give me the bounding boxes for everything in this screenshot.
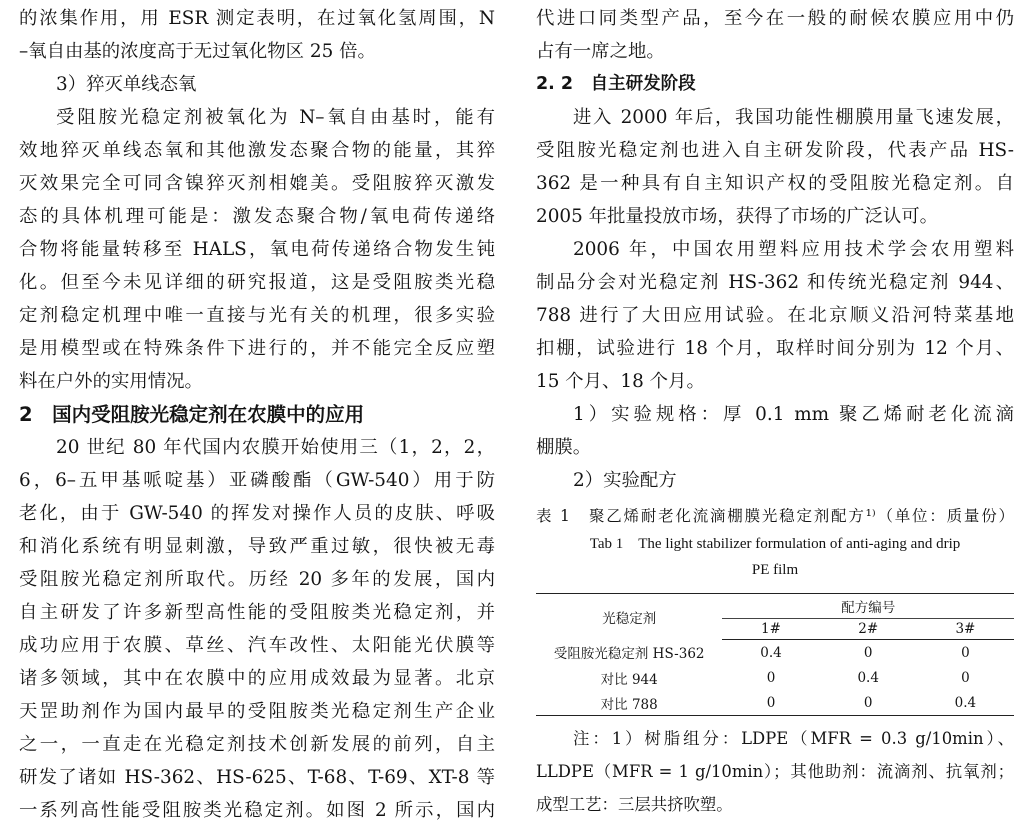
text-line: 自主研发了许多新型高性能的受阻胺类光稳定剂，并 xyxy=(19,602,495,623)
text-line: 代进口同类型产品，至今在一般的耐候农膜应用中仍 xyxy=(536,8,1014,29)
text-line: 3）猝灭单线态氧 xyxy=(56,74,197,95)
text-line: 态的具体机理可能是：激发态聚合物/氧电荷传递络 xyxy=(19,206,495,227)
header-formula-1: 1# xyxy=(722,619,819,640)
text-line: 一系列高性能受阻胺类光稳定剂。如图 2 所示，国内 xyxy=(19,800,495,821)
table-caption-zh: 表 1 聚乙烯耐老化流滴棚膜光稳定剂配方¹⁾（单位：质量份） xyxy=(536,507,1014,525)
text-line: 成型工艺：三层共挤吹塑。 xyxy=(536,795,733,814)
text-line: 2）实验配方 xyxy=(573,470,677,491)
text-line: 制品分会对光稳定剂 HS-362 和传统光稳定剂 944、 xyxy=(536,272,1014,293)
text-line: 成功应用于农膜、草丝、汽车改性、太阳能光伏膜等 xyxy=(19,635,495,656)
text-line: 之一，一直走在光稳定剂技术创新发展的前列，自主 xyxy=(19,734,495,755)
table-note xyxy=(536,722,1014,821)
text-line: 1）实验规格：厚 0.1 mm 聚乙烯耐老化流滴 xyxy=(573,404,1014,425)
row-value: 0.4 xyxy=(857,669,879,686)
header-formula-3: 3# xyxy=(917,619,1014,640)
text-line: 料在户外的实用情况。 xyxy=(19,371,203,392)
right-column xyxy=(536,2,1014,821)
text-line: 是用模型或在特殊条件下进行的，并不能完全反应塑 xyxy=(19,338,495,359)
header-formula-2: 2# xyxy=(820,619,917,640)
text-line: 受阻胺光稳定剂所取代。历经 20 多年的发展，国内 xyxy=(19,569,495,590)
text-line: 老化，由于 GW-540 的挥发对操作人员的皮肤、呼吸 xyxy=(19,503,495,524)
text-line: 效地猝灭单线态氧和其他激发态聚合物的能量，其猝 xyxy=(19,140,495,161)
section-heading: 2 国内受阻胺光稳定剂在农膜中的应用 xyxy=(19,403,365,426)
text-line: 15 个月、18 个月。 xyxy=(536,371,705,392)
table-caption-en-continued: PE film xyxy=(751,562,799,578)
section-heading: 2. 2 自主研发阶段 xyxy=(536,74,696,94)
text-line: 20 世纪 80 年代国内农膜开始使用三（1，2，2， xyxy=(56,437,495,458)
text-line: 受阻胺光稳定剂被氧化为 N–氧自由基时，能有 xyxy=(56,107,495,128)
formulation-table xyxy=(536,593,1014,716)
header-stabilizer: 光稳定剂 xyxy=(536,594,722,640)
text-line: 棚膜。 xyxy=(536,437,592,458)
table-row xyxy=(536,665,1014,690)
text-line: 受阻胺光稳定剂也进入自主研发阶段，代表产品 HS- xyxy=(536,140,1014,161)
text-line: 灭效果完全可同含镍猝灭剂相媲美。受阻胺猝灭激发 xyxy=(19,173,495,194)
row-value: 0 xyxy=(961,644,970,661)
row-value: 0.4 xyxy=(760,644,782,661)
row-value: 0 xyxy=(722,690,819,716)
header-formula-number: 配方编号 xyxy=(722,594,1014,619)
left-column xyxy=(19,2,495,827)
text-line: 合物将能量转移至 HALS，氧电荷传递络合物发生钝 xyxy=(19,239,495,260)
text-line: 占有一席之地。 xyxy=(536,41,665,62)
text-line: 6，6–五甲基哌啶基）亚磷酸酯（GW-540）用于防 xyxy=(19,470,495,491)
row-stabilizer-name: 对比 944 xyxy=(600,671,658,688)
text-line: –氧自由基的浓度高于无过氧化物区 25 倍。 xyxy=(19,41,376,62)
text-line: LLDPE（MFR = 1 g/10min）；其他助剂：流滴剂、抗氧剂； xyxy=(536,762,1014,781)
text-line: 定剂稳定机理中唯一直接与光有关的机理，很多实验 xyxy=(19,305,495,326)
row-value: 0.4 xyxy=(917,690,1014,716)
table-caption-en: Tab 1 The light stabilizer formulation of anti-aging and drip xyxy=(589,536,961,552)
text-line: 的浓集作用，用 ESR 测定表明，在过氧化氢周围，N xyxy=(19,8,495,29)
text-line: 诸多领域，其中在农膜中的应用成效最为显著。北京 xyxy=(19,668,495,689)
text-line: 进入 2000 年后，我国功能性棚膜用量飞速发展， xyxy=(573,107,1014,128)
table-row xyxy=(536,640,1014,666)
text-line: 天罡助剂作为国内最早的受阻胺类光稳定剂生产企业 xyxy=(19,701,495,722)
text-line: 362 是一种具有自主知识产权的受阻胺光稳定剂。自 xyxy=(536,173,1014,194)
row-value: 0 xyxy=(961,669,970,686)
text-line: 2006 年，中国农用塑料应用技术学会农用塑料 xyxy=(573,239,1014,260)
text-line: 注：1）树脂组分：LDPE（MFR = 0.3 g/10min）、 xyxy=(573,729,1014,748)
text-line: 和消化系统有明显刺激，导致严重过敏，很快被无毒 xyxy=(19,536,495,557)
text-line: 扣棚，试验进行 18 个月，取样时间分别为 12 个月、 xyxy=(536,338,1014,359)
text-line: 研发了诸如 HS-362、HS-625、T-68、T-69、XT-8 等 xyxy=(19,767,495,788)
text-line: 化。但至今未见详细的研究报道，这是受阻胺类光稳 xyxy=(19,272,495,293)
row-stabilizer-name: 对比 788 xyxy=(536,690,722,716)
row-stabilizer-name: 受阻胺光稳定剂 HS-362 xyxy=(553,646,705,663)
row-value: 0 xyxy=(820,690,917,716)
table-row xyxy=(536,690,1014,716)
row-value: 0 xyxy=(863,644,873,661)
text-line: 788 进行了大田应用试验。在北京顺义沿河特菜基地 xyxy=(536,305,1014,326)
right-column-text xyxy=(536,2,1014,497)
text-line: 2005 年批量投放市场，获得了市场的广泛认可。 xyxy=(536,206,939,227)
row-value: 0 xyxy=(766,669,776,686)
